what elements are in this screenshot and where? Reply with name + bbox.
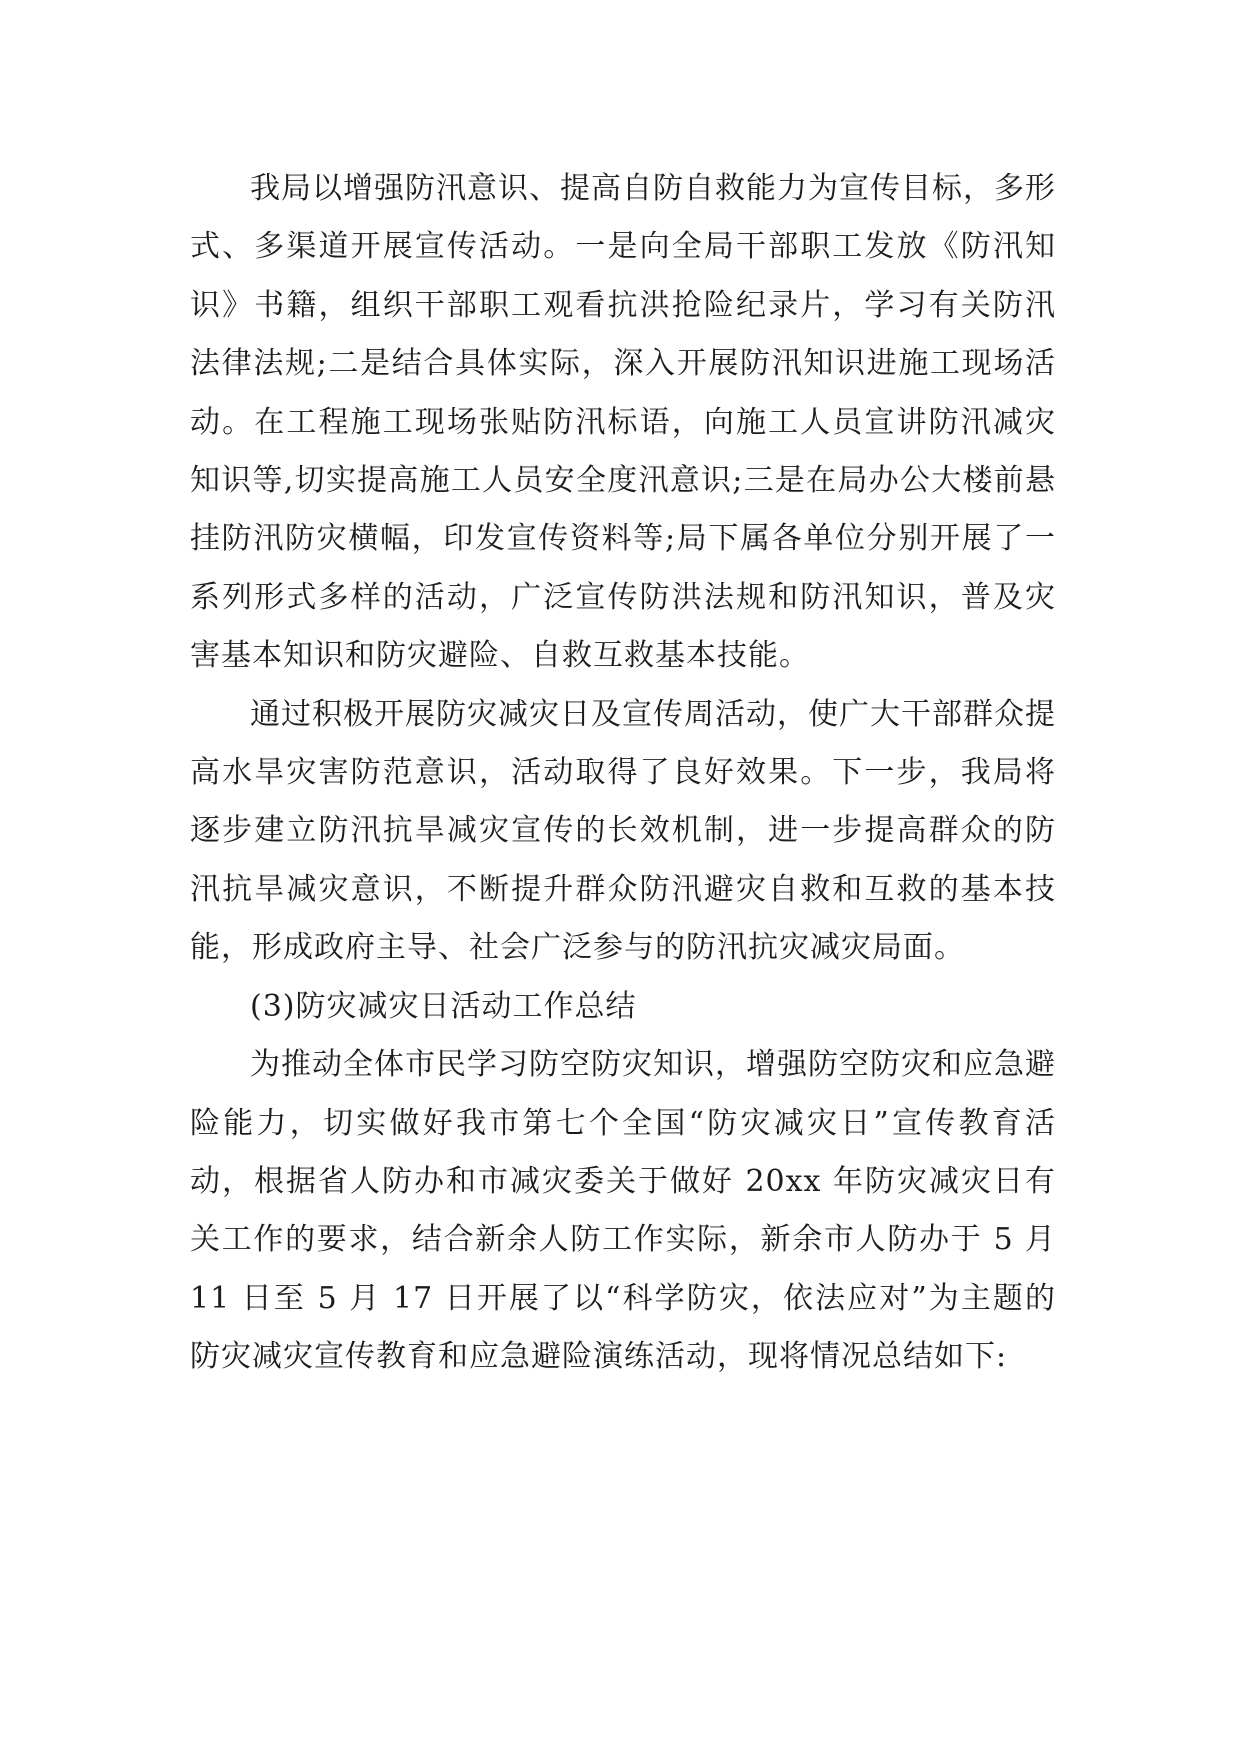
paragraph-publicity-activities: 我局以增强防汛意识、提高自防自救能力为宣传目标，多形式、多渠道开展宣传活动。一是向全局干部职工发放《防汛知识》书籍，组织干部职工观看抗洪抢险纪录片，学习有关防汛法律法规;二是结合具体实际，深入开展防汛知识进施工现场活动。在工程施工现场张贴防汛标语，向施工人员宣讲防汛减灾知识等,切实提高施工人员安全度汛意识;三是在局办公大楼前悬挂防汛防灾横幅，印发宣传资料等;局下属各单位分别开展了一系列形式多样的活动，广泛宣传防洪法规和防汛知识，普及灾害基本知识和防灾避险、自救互救基本技能。 [190,171,1056,674]
paragraph-results-next-steps: 通过积极开展防灾减灾日及宣传周活动，使广大干部群众提高水旱灾害防范意识，活动取得了良好效果。下一步，我局将逐步建立防汛抗旱减灾宣传的长效机制，进一步提高群众的防汛抗旱减灾意识，不断提升群众防汛避灾自救和互救的基本技能，形成政府主导、社会广泛参与的防汛抗灾减灾局面。 [190,696,1056,966]
section-heading: (3)防灾减灾日活动工作总结 [250,988,637,1024]
document-body [190,160,1067,1387]
paragraph-xinyu-summary: 为推动全体市民学习防空防灾知识，增强防空防灾和应急避险能力，切实做好我市第七个全国“防灾减灾日”宣传教育活动，根据省人防办和市减灾委关于做好 20xx 年防灾减灾日有关工作的要求，结合新余人防工作实际，新余市人防办于 5 月 11 日至 5 月 17 日开展了以“科学防灾，依法应对”为主题的防灾减灾宣传教育和应急避险演练活动，现将情况总结如下: [190,1047,1067,1375]
